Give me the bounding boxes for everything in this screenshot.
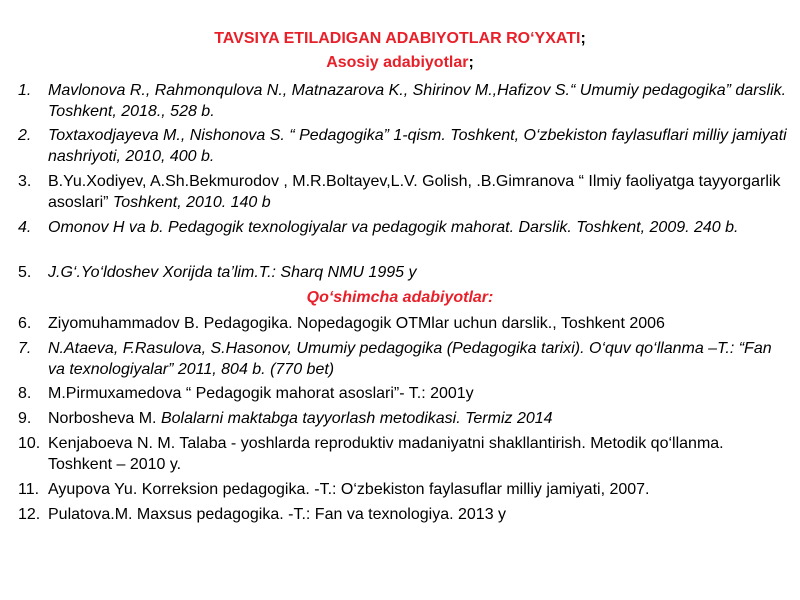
list-item-text: Ayupova Yu. Korreksion pedagogika. -T.: O‘zbekiston faylasuflar milliy jamiyati, 2007. <box>48 481 650 498</box>
list-item-text: N.Ataeva, F.Rasulova, S.Hasonov, Umumiy pedagogika (Pedagogika tarixi). O‘quv qo‘llanma –T.: “Fan va texnologiyalar” 2011, 804 b. (770 bet) <box>48 340 772 378</box>
list-item <box>18 171 788 213</box>
list-item <box>18 125 788 167</box>
list-item-text-italic: Bolalarni maktabga tayyorlash metodikasi. Termiz 2014 <box>160 410 553 427</box>
list-item-text: Pulatova.M. Maxsus pedagogika. -T.: Fan va texnologiya. 2013 y <box>48 506 507 523</box>
section-heading-extra-text: Qo‘shimcha adabiyotlar: <box>306 289 494 306</box>
list-item-text: M.Pirmuxamedova “ Pedagogik mahorat asoslari”- T.: 2001y <box>48 385 474 402</box>
list-item-number: 9. <box>18 410 32 427</box>
page-title-semicolon: ; <box>580 30 586 47</box>
list-item <box>18 80 788 122</box>
list-item-text: Ziyomuhammadov B. Pedagogika. Nopedagogik OTMlar uchun darslik., Toshkent 2006 <box>48 315 665 332</box>
list-item <box>18 433 788 475</box>
list-item-text: Kenjaboeva N. M. Talaba - yoshlarda reproduktiv madaniyatni shakllantirish. Metodik qo‘llanma. Toshkent – 2010 y. <box>48 435 724 473</box>
list-item-number: 11. <box>18 481 40 498</box>
list-item-number: 6. <box>18 315 32 332</box>
list-item-text <box>48 408 788 429</box>
page-title <box>0 30 800 48</box>
list-item-number: 3. <box>18 173 32 190</box>
list-item-text-part: B.Yu.Xodiyev, A.Sh.Bekmurodov , M.R.Boltayev,L.V. Golish, .B.Gimranova “ Ilmiy faoliyatga tayyorgarlik asoslari” <box>48 173 781 211</box>
list-item-number: 5. <box>18 264 32 281</box>
list-item <box>18 383 788 404</box>
list-item-number: 2. <box>18 127 32 144</box>
list-item <box>18 408 788 429</box>
list-item-number: 4. <box>18 219 32 236</box>
list-item-text: Mavlonova R., Rahmonqulova N., Matnazarova K., Shirinov M.,Hafizov S.“ Umumiy pedagogika” darslik. Toshkent, 2018., 528 b. <box>48 82 787 120</box>
list-item <box>18 338 788 380</box>
list-item <box>18 313 788 334</box>
list-item-text-part: Norbosheva M. <box>48 410 161 427</box>
list-item <box>18 479 788 500</box>
list-item-text: Omonov H va b. Pedagogik texnologiyalar va pedagogik mahorat. Darslik. Toshkent, 2009. 240 b. <box>48 219 739 236</box>
page-title-text: TAVSIYA ETILADIGAN ADABIYOTLAR RO‘YXATI <box>214 30 581 47</box>
list-item-text-italic: Toshkent, 2010. 140 b <box>112 194 271 211</box>
section-heading-main <box>0 54 800 72</box>
section-heading-main-text: Asosiy adabiyotlar <box>326 54 469 71</box>
list-item-number: 7. <box>18 340 32 357</box>
list-item-text <box>48 171 788 213</box>
list-item-text: J.G‘.Yo‘ldoshev Xorijda ta’lim.T.: Sharq NMU 1995 y <box>48 264 417 281</box>
section-heading-extra <box>0 289 800 307</box>
list-item <box>18 217 788 238</box>
section-heading-main-semicolon: ; <box>468 54 474 71</box>
list-item <box>18 504 788 525</box>
list-item-number: 12. <box>18 506 41 523</box>
list-item <box>18 262 788 283</box>
list-item-text: Toxtaxodjayeva M., Nishonova S. “ Pedagogika” 1-qism. Toshkent, O‘zbekiston faylasuflari milliy jamiyati nashriyoti, 2010, 400 b. <box>48 127 787 165</box>
list-item-number: 8. <box>18 385 32 402</box>
list-item-number: 10. <box>18 435 41 452</box>
list-item-number: 1. <box>18 82 32 99</box>
